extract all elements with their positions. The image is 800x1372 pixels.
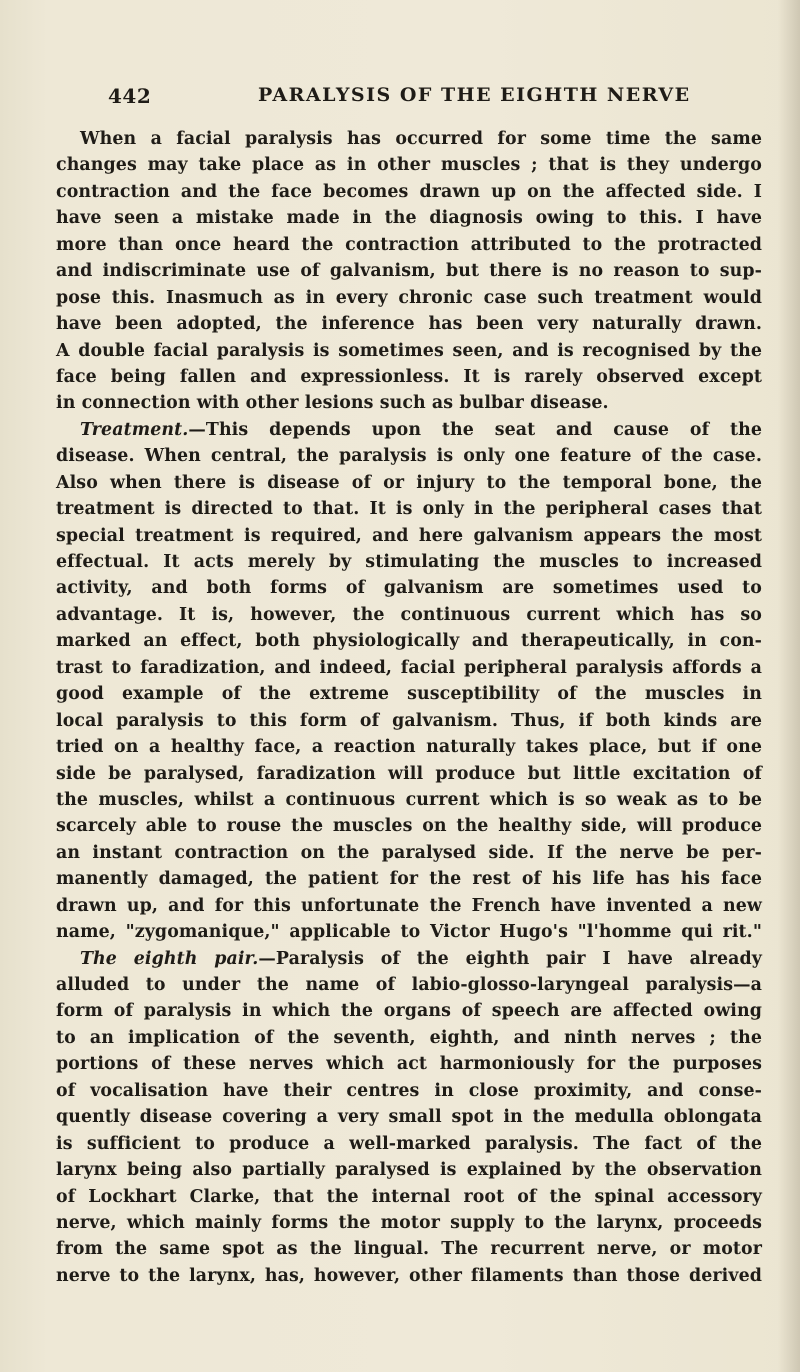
text-line: good example of the extreme susceptibility of the muscles in (56, 684, 762, 705)
text-line: larynx being also partially paralysed is explained by the observation (56, 1160, 762, 1181)
text-line: When a facial paralysis has occurred for some time the same (80, 129, 762, 149)
text-line: treatment is directed to that. It is only in the peripheral cases that (56, 499, 762, 520)
text-line: scarcely able to rouse the muscles on the healthy side, will produce (56, 816, 762, 837)
text-line: in connection with other lesions such as bulbar disease. (56, 393, 609, 414)
text-line: name, "zygomanique," applicable to Victor Hugo's "l'homme qui rit." (56, 922, 762, 943)
text-line: —Paralysis of the eighth pair I have already (258, 948, 762, 969)
text-line: contraction and the face becomes drawn up on the affected side. I (56, 181, 762, 202)
text-line: have seen a mistake made in the diagnosis owing to this. I have (56, 208, 762, 229)
text-line: from the same spot as the lingual. The recurrent nerve, or motor (56, 1239, 762, 1260)
text-line: disease. When central, the paralysis is only one feature of the case. (56, 446, 762, 467)
text-line: marked an effect, both physiologically and therapeutically, in con- (56, 631, 762, 652)
treatment-paragraph-start (56, 417, 762, 443)
text-line: portions of these nerves which act harmoniously for the purposes (56, 1054, 762, 1075)
text-line: nerve to the larynx, has, however, other filaments than those derived (56, 1265, 762, 1286)
text-line: is sufficient to produce a well-marked paralysis. The fact of the (56, 1133, 762, 1154)
treatment-heading: Treatment. (80, 419, 189, 440)
text-line: have been adopted, the inference has been very naturally drawn. (56, 314, 762, 335)
text-line: effectual. It acts merely by stimulating the muscles to increased (56, 552, 762, 572)
text-line: tried on a healthy face, a reaction naturally takes place, but if one (56, 737, 762, 758)
body-text (56, 126, 762, 1289)
text-line: form of paralysis in which the organs of speech are affected owing (56, 1001, 762, 1022)
text-line: of Lockhart Clarke, that the internal root of the spinal accessory (56, 1186, 762, 1207)
text-line: local paralysis to this form of galvanism. Thus, if both kinds are (56, 710, 762, 731)
text-line: to an implication of the seventh, eighth, and ninth nerves ; the (56, 1027, 762, 1048)
page-header (0, 84, 800, 114)
text-line: more than once heard the contraction attributed to the protracted (56, 234, 762, 255)
text-line: nerve, which mainly forms the motor supply to the larynx, proceeds (56, 1212, 762, 1233)
text-line: face being fallen and expressionless. It is rarely observed except (56, 366, 762, 387)
text-line: advantage. It is, however, the continuous current which has so (56, 604, 762, 625)
text-line: A double facial paralysis is sometimes seen, and is recognised by the (56, 340, 762, 361)
running-title: PARALYSIS OF THE EIGHTH NERVE (258, 84, 691, 106)
text-line: activity, and both forms of galvanism are sometimes used to (56, 578, 762, 599)
text-line: manently damaged, the patient for the rest of his life has his face (56, 869, 762, 890)
text-line: Also when there is disease of or injury to the temporal bone, the (56, 472, 762, 493)
text-line: pose this. Inasmuch as in every chronic case such treatment would (56, 287, 762, 308)
page-edge-shadow (778, 0, 800, 1372)
text-line: an instant contraction on the paralysed side. If the nerve be per- (56, 842, 762, 863)
text-line: of vocalisation have their centres in close proximity, and conse- (56, 1080, 762, 1101)
page-number: 442 (108, 84, 152, 108)
text-line: and indiscriminate use of galvanism, but there is no reason to sup- (56, 261, 762, 282)
text-line: changes may take place as in other muscles ; that is they undergo (56, 155, 762, 176)
eighth-pair-heading: The eighth pair. (80, 948, 259, 969)
text-line: special treatment is required, and here galvanism appears the most (56, 525, 762, 546)
text-line: quently disease covering a very small spot in the medulla oblongata (56, 1107, 762, 1128)
text-line: drawn up, and for this unfortunate the French have invented a new (56, 895, 762, 916)
text-line: side be paralysed, faradization will produce but little excitation of (56, 763, 762, 784)
text-line: trast to faradization, and indeed, facial peripheral paralysis affords a (56, 657, 762, 678)
eighth-pair-paragraph-start (56, 946, 762, 972)
text-line: alluded to under the name of labio-glosso-laryngeal paralysis—a (56, 975, 762, 995)
text-line: the muscles, whilst a continuous current which is so weak as to be (56, 789, 762, 810)
text-line: —This depends upon the seat and cause of the (188, 419, 762, 440)
